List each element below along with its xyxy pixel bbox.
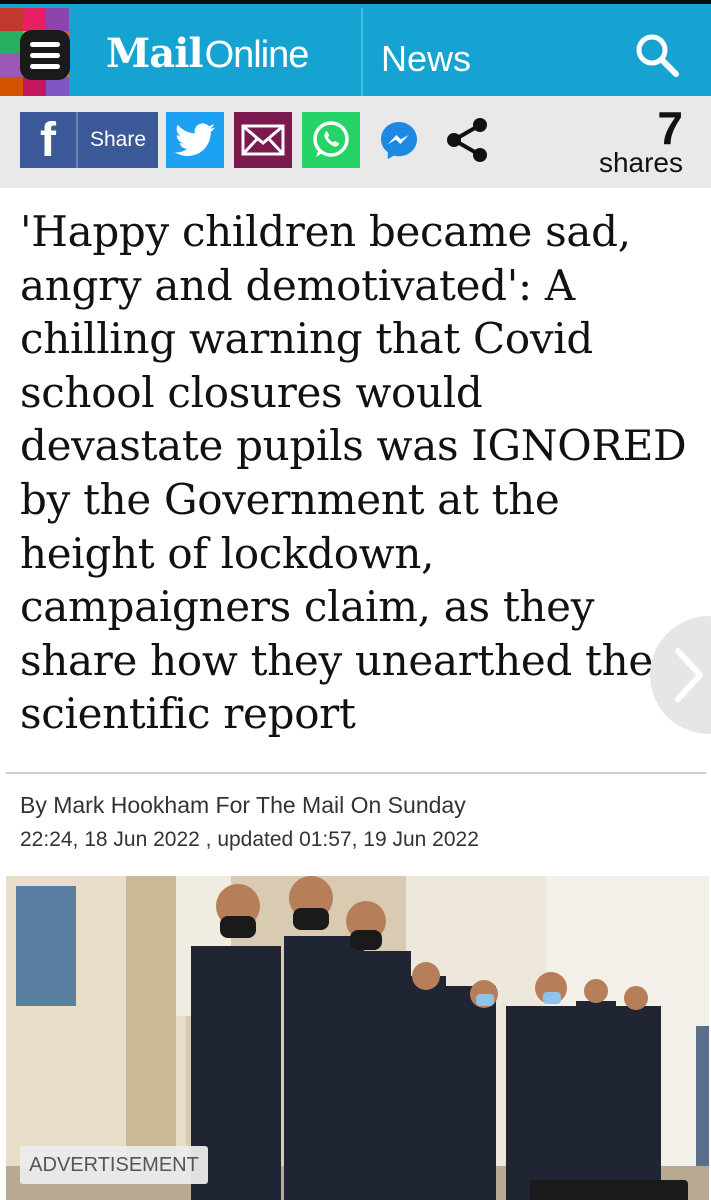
advertisement-bar[interactable] [530, 1180, 688, 1200]
headline-divider [6, 772, 706, 774]
whatsapp-icon [310, 119, 352, 161]
hamburger-menu-icon[interactable] [20, 30, 70, 80]
facebook-icon: f [20, 112, 78, 168]
share-count-label: shares [598, 147, 683, 178]
more-share-button[interactable] [438, 112, 496, 168]
messenger-share-button[interactable] [370, 112, 428, 168]
article-dateline: 22:24, 18 Jun 2022 , updated 01:57, 19 Jun 2022 [20, 828, 479, 851]
article-byline[interactable]: By Mark Hookham For The Mail On Sunday [20, 792, 466, 818]
messenger-icon [378, 119, 420, 161]
advertisement-label: ADVERTISEMENT [20, 1146, 208, 1184]
twitter-share-button[interactable] [166, 112, 224, 168]
header-divider [361, 8, 363, 100]
search-icon[interactable] [632, 30, 682, 80]
email-icon [241, 123, 285, 157]
twitter-icon [175, 123, 215, 157]
email-share-button[interactable] [234, 112, 292, 168]
share-count [598, 102, 683, 178]
facebook-share-button[interactable] [20, 112, 158, 168]
whatsapp-share-button[interactable] [302, 112, 360, 168]
chevron-right-icon [672, 647, 706, 703]
article-headline: 'Happy children became sad, angry and demotivated': A chilling warning that Covid school closures would devastate pupils was IGNORED by the Government at the height of lockdown, campaigners claim, as they share how they unearthed the scientific report [20, 207, 687, 739]
logo-online: Online [204, 34, 309, 76]
facebook-share-label: Share [89, 128, 147, 151]
share-count-number: 7 [657, 102, 683, 154]
share-icon [442, 115, 492, 165]
site-header [0, 0, 711, 96]
section-title[interactable]: News [381, 38, 472, 79]
mailonline-logo[interactable] [106, 30, 308, 78]
logo-mail: Mail [106, 30, 203, 77]
